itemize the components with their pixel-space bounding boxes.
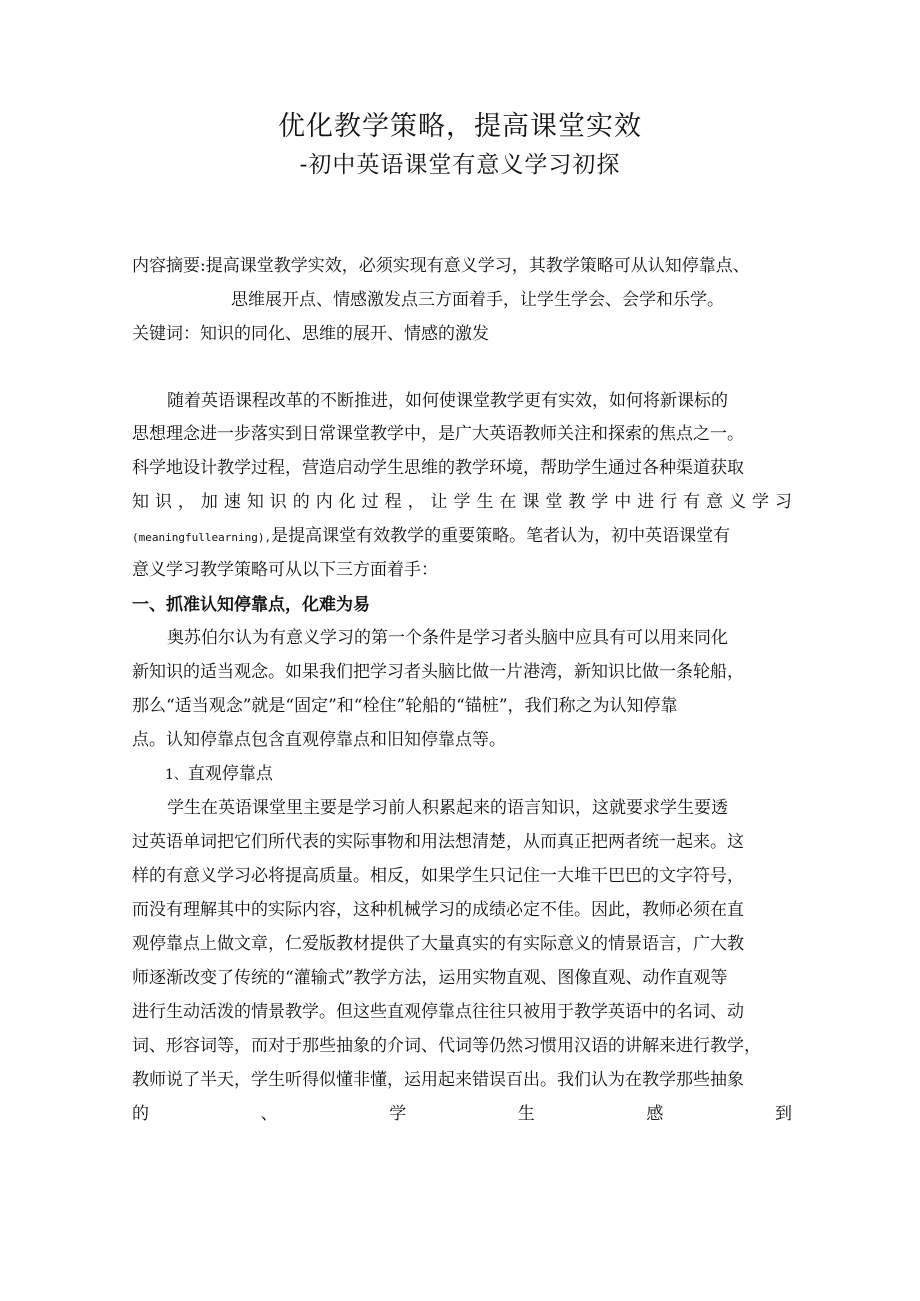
intro-line-5	[132, 524, 792, 550]
section-1-line-3: 那么“适当观念”就是“固定”和“栓住”轮船的“锚桩”，我们称之为认知停靠	[132, 696, 678, 716]
intro-line-4: 知​识​，​加​速​知​识​的​内​化​过​程​，​让​学​生​在​课​堂​教​学​中​进​行​有​意​义​学​习	[132, 492, 792, 512]
intro-line-5-text: 是提高课堂有效教学的重要策略。笔者认为，初中英语课堂有	[271, 526, 731, 546]
subsection-1-line-7: 进行生动活泼的情景教学。但这些直观停靠点往往只被用于教学英语中的名词、动	[132, 1002, 744, 1022]
section-1-line-1: 奥苏伯尔认为有意义学习的第一个条件是学习者头脑中应具有可以用来同化	[167, 628, 728, 648]
intro-line-3: 科学地设计教学过程，营造启动学生思维的教学环境，帮助学生通过各种渠道获取	[132, 458, 744, 478]
subsection-1-line-1: 学生在英语课堂里主要是学习前人积累起来的语言知识，这就要求学生要透	[167, 798, 728, 818]
subsection-1-line-3: 样的有意义学习必将提高质量。相反，如果学生只记住一大堆干巴巴的文字符号，	[132, 866, 744, 886]
subsection-1-line-2: 过英语单词把它们所代表的实际事物和用法想清楚，从而真正把两者统一起来。这	[132, 832, 744, 852]
intro-line-6: 意义学习教学策略可从以下三方面着手：	[132, 560, 438, 580]
subsection-1-line-9: 教师说了半天，学生听得似懂非懂，运用起来错误百出。我们认为在教学那些抽象	[132, 1070, 744, 1090]
section-1-line-2: 新知识的适当观念。如果我们把学习者头脑比做一片港湾，新知识比做一条轮船，	[132, 662, 744, 682]
subsection-1-line-5: 观停靠点上做文章，仁爱版教材提供了大量真实的有实际意义的情景语言，广大教	[132, 934, 744, 954]
keywords-line: 关键词：知识的同化、思维的展开、情感的激发	[132, 324, 489, 344]
abstract-label: 内容摘要:	[132, 256, 206, 276]
document-subtitle: -初中英语课堂有意义学习初探	[299, 152, 621, 178]
abstract-line-2: 思维展开点、情感激发点三方面着手，让学生学会、会学和乐学。	[231, 290, 724, 310]
meaningful-learning-term: (meaningfullearning),	[132, 531, 272, 544]
section-1-line-4: 点。认知停靠点包含直观停靠点和旧知停靠点等。	[132, 730, 506, 750]
subsection-1-line-10: 的​、​学​生​感​到	[132, 1104, 792, 1124]
subsection-1-heading	[165, 762, 825, 787]
abstract-text-1: 提高课堂教学实效，必须实现有意义学习，其教学策略可从认知停靠点、	[205, 256, 750, 276]
intro-line-1: 随着英语课程改革的不断推进，如何使课堂教学更有实效，如何将新课标的	[167, 391, 728, 411]
section-1-heading: 一、抓准认知停靠点，化难为易	[132, 595, 370, 615]
subsection-1-line-4: 而没有理解其中的实际内容，这种机械学习的成绩必定不佳。因此，教师必须在直	[132, 900, 744, 920]
subsection-1-line-8: 词、形容词等，而对于那些抽象的介词、代词等仍然习惯用汉语的讲解来进行教学，	[132, 1036, 761, 1056]
subsection-1-number: 1、	[165, 767, 188, 783]
subsection-1-title: 直观停靠点	[187, 764, 273, 784]
intro-line-2: 思想理念进一步落实到日常课堂教学中，是广大英语教师关注和探索的焦点之一。	[132, 424, 744, 444]
subsection-1-line-6: 师逐渐改变了传统的“灌输式”教学方法，运用实物直观、图像直观、动作直观等	[132, 968, 728, 988]
document-title: 优化教学策略，提高课堂实效	[278, 111, 642, 142]
abstract-line-1	[132, 254, 792, 278]
